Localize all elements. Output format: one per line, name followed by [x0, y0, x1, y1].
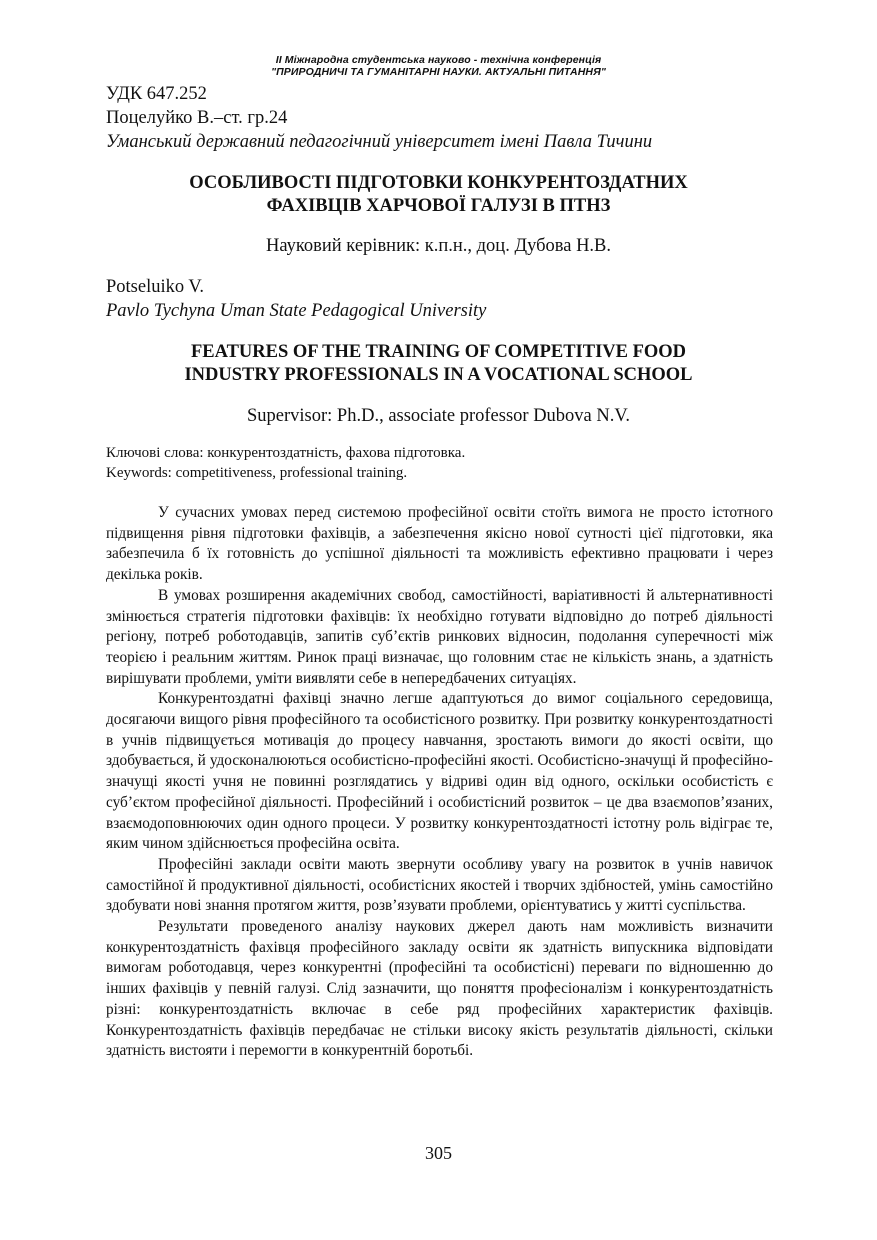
keywords-en: Keywords: competitiveness, professional training.	[106, 465, 408, 481]
supervisor-ua: Науковий керівник: к.п.н., доц. Дубова Н.В.	[265, 236, 612, 256]
conference-header-line1: II Міжнародна студентська науково - технічна конференція	[275, 54, 602, 66]
university-en-wrapper	[106, 300, 486, 322]
title-ua-line2: ФАХІВЦІВ ХАРЧОВОЇ ГАЛУЗІ В ПТНЗ	[266, 196, 611, 216]
paragraph-2: В умовах розширення академічних свобод, самостійності, варіативності й альтернативності змінюється стратегія підготовки фахівців: їх необхідно готувати відповідно до потреб діяльності регіону, потреб роботодавців, запитів суб’єктів ринкових відносин, подолання суперечності між теорією і реальним життям. Ринок праці визначає, що головним стає не кількість знань, а здатність вирішувати проблеми, уміти виявляти себе в непередбачених ситуаціях.	[106, 586, 773, 687]
university-ua-wrapper	[106, 131, 652, 153]
author-ua: Поцелуйко В.–ст. гр.24	[106, 108, 288, 128]
university-en: Pavlo Tychyna Uman State Pedagogical University	[106, 301, 487, 321]
supervisor-en: Supervisor: Ph.D., associate professor Dubova N.V.	[247, 406, 630, 426]
paragraph-5: Результати проведеного аналізу наукових джерел дають нам можливість визначити конкурентоздатність фахівця професійного закладу освіти як здатність випускника відповідати вимогам роботодавця, через конкурентні (професійні та особистісні) переваги по відношенню до інших фахівців у певній галузі. Слід зазначити, що поняття професіоналізм і конкурентоздатність різні: конкурентоздатність включає в себе ряд професійних характеристик фахівців. Конкурентоздатність фахівців передбачає не стільки високу якість результатів діяльності, скільки здатність вистояти і перемогти в конкурентній боротьбі.	[106, 918, 773, 1060]
title-ua-line1: ОСОБЛИВОСТІ ПІДГОТОВКИ КОНКУРЕНТОЗДАТНИХ	[189, 173, 688, 193]
title-en-line1: FEATURES OF THE TRAINING OF COMPETITIVE FOOD	[190, 342, 687, 362]
page-number: 305	[425, 1143, 452, 1163]
article-body	[106, 503, 773, 1062]
title-en-line2: INDUSTRY PROFESSIONALS IN A VOCATIONAL SCHOOL	[184, 365, 693, 385]
author-en: Potseluiko V.	[106, 277, 205, 297]
paragraph-4: Професійні заклади освіти мають звернути особливу увагу на розвиток в учнів навичок самостійної й продуктивної діяльності, особистісних якостей і творчих здібностей, умінь самостійно здобувати нові знання протягом життя, розв’язувати проблеми, орієнтуватись у житті суспільства.	[106, 855, 773, 915]
udk-code: УДК 647.252	[106, 84, 207, 104]
paragraph-3: Конкурентоздатні фахівці значно легше адаптуються до вимог соціального середовища, досягаючи вищого рівня професійного та особистісного розвитку. При розвитку конкурентоздатності в учнів підвищується мотивація до процесу навчання, зростають вимоги до якості освіти, що здобувається, й удосконалюються особистісно-професійні якості. Особистісно-значущі й професійно-значущі якості учня не повинні розглядатись у відриві один від одного, оскільки особистість є суб’єктом професійної діяльності. Професійний і особистісний розвиток – це два взаємопов’язаних, взаємодоповнюючих один одного процеси. У розвитку конкурентоздатності істотну роль відіграє те, яким чином здійснюється професійна освіта.	[106, 690, 773, 853]
paragraph-1: У сучасних умовах перед системою професійної освіти стоїть вимога не просто істотного підвищення рівня підготовки фахівців, а забезпечення якісно нової сутності цієї підготовки, яка забезпечила б їх готовність до успішної діяльності та можливість ефективно працювати і через декілька років.	[106, 504, 773, 584]
keywords-ua: Ключові слова: конкурентоздатність, фахова підготовка.	[106, 445, 466, 461]
university-ua: Уманський державний педагогічний університет імені Павла Тичини	[106, 132, 653, 152]
conference-header-line2: "ПРИРОДНИЧІ ТА ГУМАНІТАРНІ НАУКИ. АКТУАЛЬНІ ПИТАННЯ"	[271, 66, 606, 78]
